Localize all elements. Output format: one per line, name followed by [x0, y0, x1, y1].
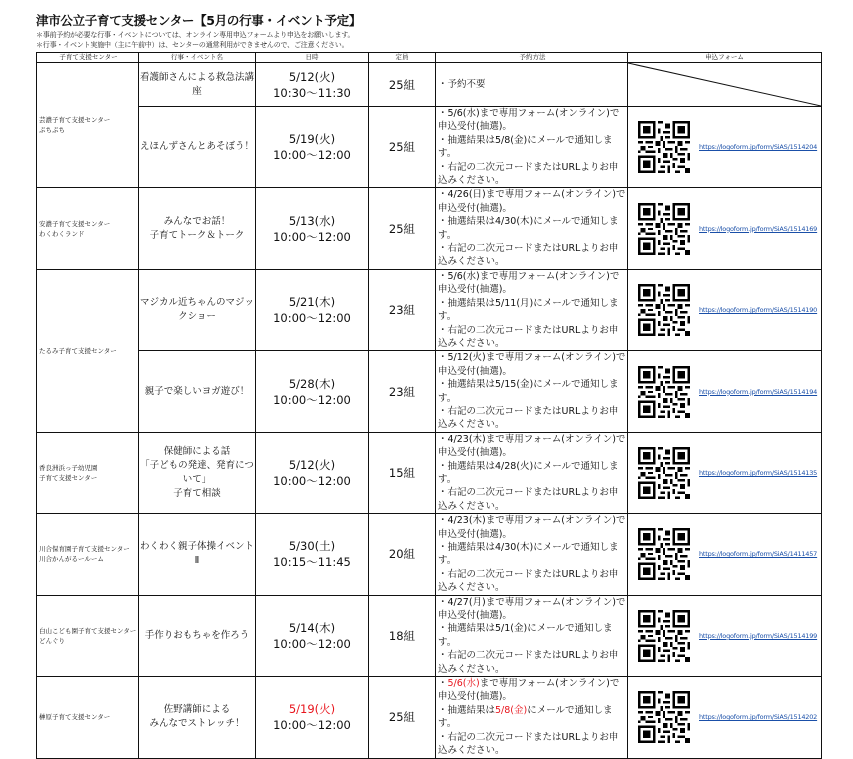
event-name [139, 107, 256, 188]
qr-code-icon[interactable] [638, 528, 690, 580]
deadline-highlight: 5/6(水) [447, 678, 480, 690]
qr-code-icon[interactable] [638, 203, 690, 255]
method-text: ・抽選結果は [438, 704, 496, 716]
center-nickname: どんぐり [39, 636, 65, 645]
form-cell [628, 432, 822, 513]
form-cell [628, 188, 822, 269]
reservation-method [436, 188, 628, 269]
event-capacity: 25組 [369, 677, 436, 758]
event-capacity: 23組 [369, 351, 436, 432]
event-schedule-table [36, 52, 822, 759]
event-line: みんなでお話！ [163, 215, 231, 227]
table-row [37, 595, 822, 676]
event-datetime [256, 269, 369, 350]
event-line: 「子どもの発達、発育について」 [140, 459, 254, 485]
method-line: ・4/26(日)まで専用フォーム(オンライン)で申込受付(抽選)。 [438, 189, 626, 214]
event-date: 5/14(木) [288, 620, 336, 635]
event-date: 5/21(木) [288, 295, 336, 310]
event-name [139, 351, 256, 432]
method-line: ・5/6(水)まで専用フォーム(オンライン)で申込受付(抽選)。 [438, 270, 620, 296]
event-line: わくわく親子体操イベントⅡ [139, 541, 254, 567]
method-line: ・抽選結果は5/11(月)にメールで通知します。 [438, 297, 619, 323]
event-line: 子育て相談 [173, 487, 221, 499]
table-row [37, 188, 822, 269]
event-time: 10:00～12:00 [273, 636, 351, 651]
form-link[interactable]: https://logoform.jp/form/SiAS/1514190 [699, 306, 818, 315]
event-datetime [256, 677, 369, 758]
center-cell [37, 432, 139, 513]
method-line: ・抽選結果は5/1(金)にメールで通知します。 [438, 623, 613, 648]
qr-code-icon[interactable] [638, 366, 690, 418]
form-cell [628, 677, 822, 758]
center-nickname: 川合かんがるールーム [39, 555, 104, 564]
event-line: 看護師さんによる救急法講座 [139, 71, 254, 97]
table-row [37, 269, 822, 350]
event-line: マジカル近ちゃんのマジックショー [139, 297, 254, 323]
form-link[interactable]: https://logoform.jp/form/SiAS/1514194 [699, 387, 818, 396]
result-date-highlight: 5/8(金) [495, 704, 528, 716]
form-link[interactable]: https://logoform.jp/form/SiAS/1411457 [699, 550, 818, 559]
event-name [139, 269, 256, 350]
method-line: ・右記の二次元コードまたはURLよりお申込みください。 [438, 405, 619, 431]
event-datetime [256, 63, 369, 107]
event-name [139, 188, 256, 269]
center-name: 白山こども園子育て支援センター [39, 626, 137, 635]
center-name: 川合保育園子育て支援センター [39, 545, 130, 554]
event-date: 5/19(火) [288, 132, 336, 147]
form-cell [628, 269, 822, 350]
method-line: ・抽選結果は4/30(木)にメールで通知します。 [438, 542, 619, 567]
reservation-method [436, 351, 628, 432]
note-reservation: ＊事前予約が必要な行事・イベントについては、オンライン専用申込フォームより申込をお願いします。 [36, 31, 355, 39]
diagonal-strike [628, 63, 821, 106]
center-cell [37, 595, 139, 676]
event-time: 10:00～12:00 [273, 311, 351, 326]
event-datetime [256, 514, 369, 595]
note-usage: ＊行事・イベント実施中（主に午前中）は、センターの通常利用ができませんので、ご注意ください。 [36, 41, 349, 49]
reservation-method [436, 595, 628, 676]
method-line: ・右記の二次元コードまたはURLよりお申込みください。 [438, 650, 619, 675]
event-line: 手作りおもちゃを作ろう [144, 629, 250, 641]
center-name: たるみ子育て支援センター [39, 346, 117, 355]
event-datetime [256, 107, 369, 188]
method-line: ・4/23(木)まで専用フォーム(オンライン)で申込受付(抽選)。 [438, 433, 626, 459]
form-link[interactable]: https://logoform.jp/form/SiAS/1514169 [699, 224, 818, 233]
method-line: ・右記の二次元コードまたはURLよりお申込みください。 [438, 324, 619, 349]
form-cell [628, 351, 822, 432]
method-line: ・右記の二次元コードまたはURLよりお申込みください。 [438, 487, 619, 512]
form-cell [628, 514, 822, 595]
table-row [37, 63, 822, 107]
method-line: ・5/12(火)まで専用フォーム(オンライン)で申込受付(抽選)。 [438, 352, 626, 377]
event-date-highlighted: 5/19(火) [288, 702, 336, 717]
header-center: 子育て支援センター [37, 53, 139, 63]
reservation-method [436, 514, 628, 595]
table-header-row [37, 53, 822, 63]
event-line: 保健師による話 [163, 445, 231, 457]
center-cell [37, 188, 139, 269]
event-date: 5/28(木) [288, 376, 336, 391]
event-name [139, 514, 256, 595]
event-datetime [256, 432, 369, 513]
header-form: 申込フォーム [628, 53, 822, 63]
event-capacity: 20組 [369, 514, 436, 595]
method-line: ・右記の二次元コードまたはURLよりお申込みください。 [438, 568, 619, 594]
method-line: ・右記の二次元コードまたはURLよりお申込みください。 [438, 731, 619, 757]
header-method: 予約方法 [436, 53, 628, 63]
form-link[interactable]: https://logoform.jp/form/SiAS/1514202 [699, 713, 818, 722]
method-line: ・右記の二次元コードまたはURLよりお申込みください。 [438, 243, 619, 268]
table-row [37, 351, 822, 432]
event-date: 5/30(土) [288, 539, 336, 554]
event-capacity: 15組 [369, 432, 436, 513]
event-datetime [256, 188, 369, 269]
center-cell [37, 63, 139, 188]
method-line: ・4/27(月)まで専用フォーム(オンライン)で申込受付(抽選)。 [438, 596, 626, 622]
form-cell [628, 107, 822, 188]
reservation-method [436, 107, 628, 188]
event-capacity: 18組 [369, 595, 436, 676]
event-datetime [256, 595, 369, 676]
center-name: 芸濃子育て支援センター [39, 116, 111, 125]
event-capacity: 25組 [369, 188, 436, 269]
center-nickname: ぷちぷち [39, 126, 65, 135]
reservation-method [436, 432, 628, 513]
event-time: 10:15～11:45 [273, 555, 351, 570]
center-nickname: 子育て支援センター [39, 473, 98, 482]
center-name: 安濃子育て支援センター [39, 219, 111, 228]
page-title: 津市公立子育て支援センター【5月の行事・イベント予定】 [36, 13, 362, 28]
event-line: 佐野講師による [163, 704, 231, 716]
event-line: みんなでストレッチ！ [149, 718, 245, 730]
method-line [438, 704, 627, 731]
event-capacity: 25組 [369, 63, 436, 107]
reservation-method [436, 269, 628, 350]
form-link[interactable]: https://logoform.jp/form/SiAS/1514135 [699, 468, 818, 477]
form-link[interactable]: https://logoform.jp/form/SiAS/1514204 [699, 143, 818, 152]
method-text: ・ [438, 678, 448, 690]
qr-code-icon[interactable] [638, 610, 690, 662]
event-date: 5/12(火) [288, 69, 336, 84]
form-cell [628, 595, 822, 676]
event-datetime [256, 351, 369, 432]
qr-code-icon[interactable] [638, 447, 690, 499]
event-capacity: 25組 [369, 107, 436, 188]
method-line: ・4/23(木)まで専用フォーム(オンライン)で申込受付(抽選)。 [438, 515, 626, 540]
header-event: 行事・イベント名 [139, 53, 256, 63]
center-name: 香良洲浜っ子幼児園 [39, 463, 98, 472]
event-name [139, 595, 256, 676]
method-line: ・抽選結果は5/15(金)にメールで通知します。 [438, 379, 619, 404]
event-time: 10:00～12:00 [273, 229, 351, 244]
event-time: 10:00～12:00 [273, 718, 351, 733]
method-line: ・右記の二次元コードまたはURLよりお申込みください。 [438, 161, 619, 187]
table-row [37, 432, 822, 513]
center-name: 榊原子育て支援センター [39, 713, 111, 722]
table-row [37, 107, 822, 188]
event-time: 10:30～11:30 [273, 85, 351, 100]
method-line: ・予約不要 [438, 78, 486, 90]
center-cell [37, 514, 139, 595]
reservation-method [436, 677, 628, 758]
method-line: ・抽選結果は5/8(金)にメールで通知します。 [438, 134, 613, 160]
event-capacity: 23組 [369, 269, 436, 350]
event-time: 10:00～12:00 [273, 148, 351, 163]
event-name [139, 677, 256, 758]
event-line: 子育てトーク＆トーク [149, 229, 245, 241]
method-line: ・抽選結果は4/28(火)にメールで通知します。 [438, 460, 619, 485]
center-cell [37, 269, 139, 432]
event-date: 5/12(火) [288, 457, 336, 472]
form-link[interactable]: https://logoform.jp/form/SiAS/1514199 [699, 631, 818, 640]
event-date: 5/13(水) [288, 213, 336, 228]
method-line: ・抽選結果は4/30(木)にメールで通知します。 [438, 216, 619, 241]
method-text: にメールで通知します。 [438, 704, 613, 730]
qr-code-icon[interactable] [638, 691, 690, 743]
qr-code-icon[interactable] [638, 284, 690, 336]
center-nickname: わくわくランド [39, 229, 85, 238]
method-text: まで専用フォーム(オンライン)で申込受付(抽選)。 [438, 678, 620, 703]
event-time: 10:00～12:00 [273, 473, 351, 488]
center-cell [37, 677, 139, 758]
table-row [37, 677, 822, 758]
event-time: 10:00～12:00 [273, 392, 351, 407]
table-row [37, 514, 822, 595]
reservation-method [436, 63, 628, 107]
event-name [139, 432, 256, 513]
form-cell-none [628, 63, 822, 107]
method-line [438, 677, 627, 704]
method-line: ・5/6(水)まで専用フォーム(オンライン)で申込受付(抽選)。 [438, 108, 620, 133]
header-capacity: 定員 [369, 53, 436, 63]
event-line: えほんずさんとあそぼう！ [139, 141, 254, 153]
header-datetime: 日時 [256, 53, 369, 63]
event-line: 親子で楽しいヨガ遊び！ [144, 385, 250, 397]
event-name [139, 63, 256, 107]
qr-code-icon[interactable] [638, 121, 690, 173]
